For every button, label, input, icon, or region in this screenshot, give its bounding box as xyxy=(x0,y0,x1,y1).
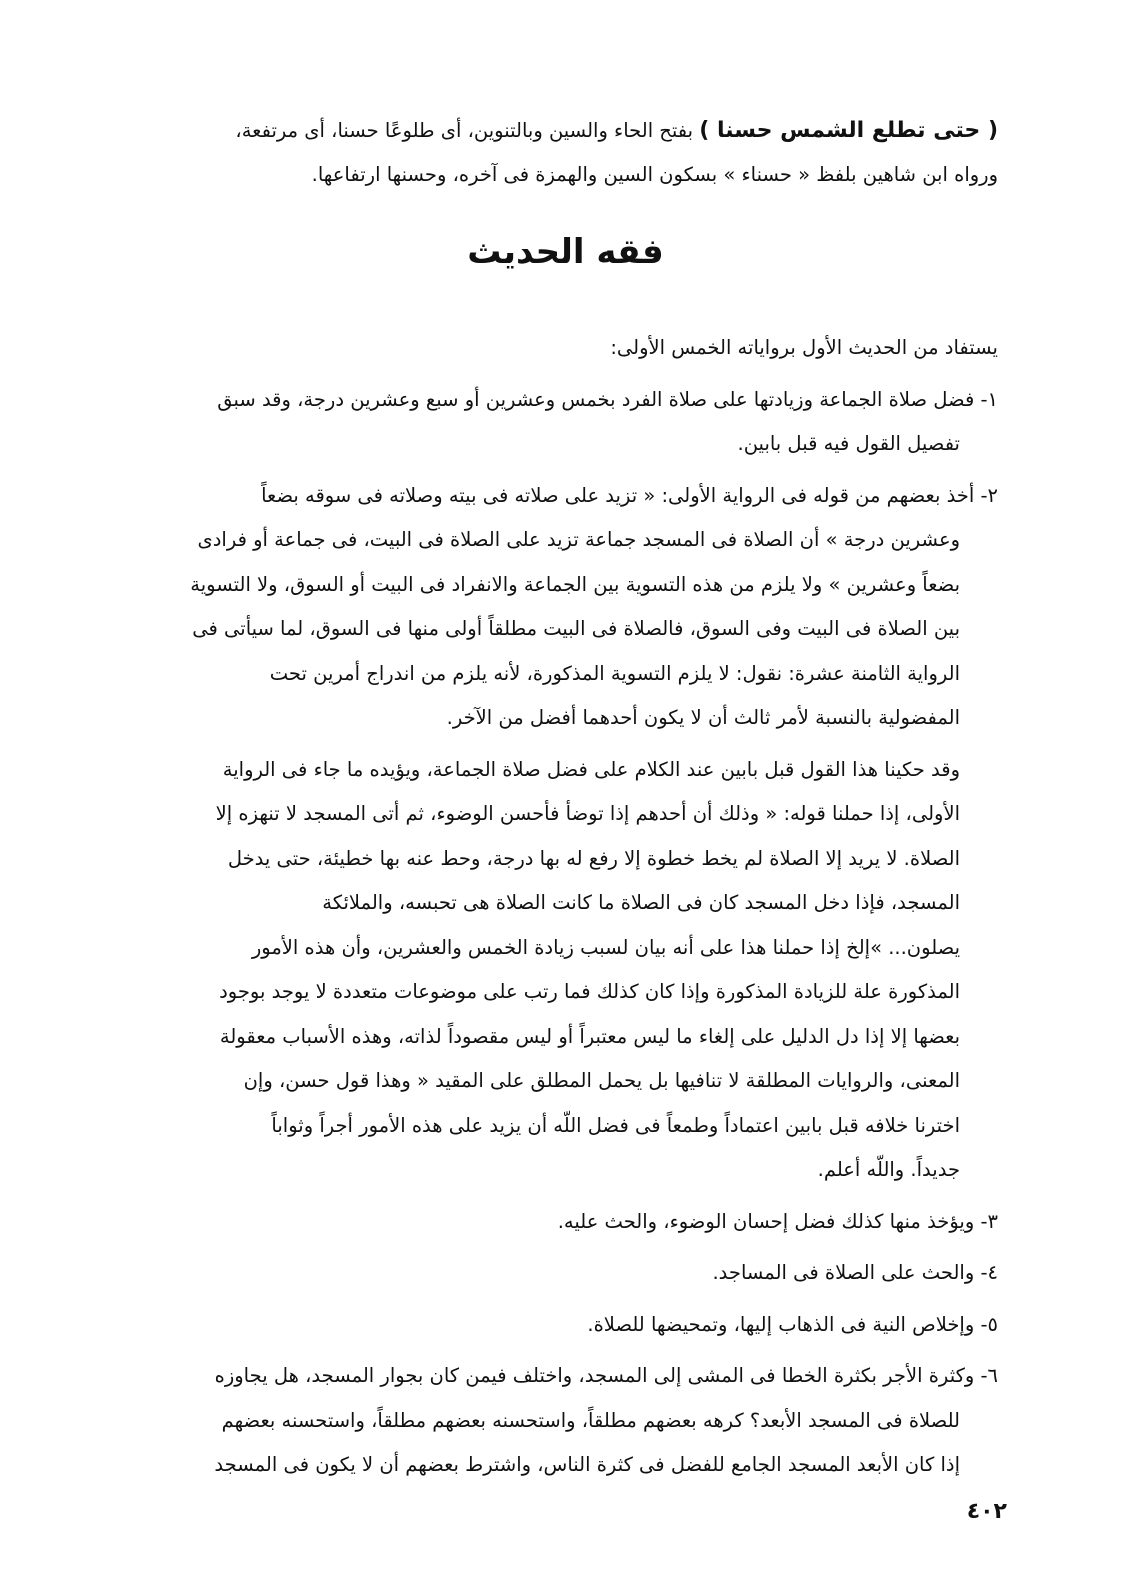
para-line-c: الصلاة. لا يريد إلا الصلاة لم يخط خطوة إلا رفع له بها درجة، وحط عنه بها خطيئة، حتى يدخل xyxy=(227,846,960,870)
item2-line-a: ٢- أخذ بعضهم من قوله فى الرواية الأولى: « تزيد على صلاته فى بيته وصلاته فى سوقه بضعاً xyxy=(261,483,998,507)
item2-line-b: وعشرين درجة » أن الصلاة فى المسجد جماعة تزيد على الصلاة فى البيت، فى جماعة أو فرادى xyxy=(197,528,960,551)
commentary-paragraph xyxy=(118,748,998,1193)
item6-line-a: ٦- وكثرة الأجر بكثرة الخطا فى المشى إلى المسجد، واختلف فيمن كان بجوار المسجد، هل يجاوزه xyxy=(214,1364,998,1387)
section-heading: فقه الحديث xyxy=(467,232,664,272)
para-line-g: بعضها إلا إذا دل الدليل على إلغاء ما ليس معتبراً أو ليس مقصوداً لذاته، وهذه الأسباب معقولة xyxy=(219,1024,960,1048)
item2-line-f: المفضولية بالنسبة لأمر ثالث أن لا يكون أحدهما أفضل من الآخر. xyxy=(446,706,960,729)
para-line-a: وقد حكينا هذا القول قبل بابين عند الكلام على فضل صلاة الجماعة، ويؤيده ما جاء فى الرواية xyxy=(222,757,960,781)
list-item-3: ٣- ويؤخذ منها كذلك فضل إحسان الوضوء، والحث عليه. xyxy=(557,1209,998,1233)
para-line-h: المعنى، والروايات المطلقة لا تنافيها بل يحمل المطلق على المقيد « وهذا قول حسن، وإن xyxy=(243,1069,960,1092)
page-number: ٤٠٢ xyxy=(966,1499,1007,1524)
list-item-1 xyxy=(118,378,998,467)
item2-line-d: بين الصلاة فى البيت وفى السوق، فالصلاة فى البيت مطلقاً أولى منها فى السوق، لما سيأتى فى xyxy=(192,617,960,640)
body-text xyxy=(118,326,998,1495)
list-item-6 xyxy=(118,1354,998,1488)
para-line-e: يصلون... »إلخ إذا حملنا هذا على أنه بيان لسبب زيادة الخمس والعشرين، وأن هذه الأمور xyxy=(251,935,960,959)
list-item-5: ٥- وإخلاص النية فى الذهاب إليها، وتمحيضها للصلاة. xyxy=(587,1312,998,1336)
para-line-f: المذكورة علة للزيادة المذكورة وإذا كان كذلك فما رتب على موضوعات متعددة لا يوجد بوجود xyxy=(219,980,960,1003)
para-line-d: المسجد، فإذا دخل المسجد كان فى الصلاة ما كانت الصلاة هى تحبسه، والملائكة xyxy=(322,891,960,914)
intro-line-1 xyxy=(128,109,998,153)
list-item-2 xyxy=(118,474,998,741)
para-line-i: اخترنا خلافه قبل بابين اعتماداً وطمعاً فى فضل اللّه أن يزيد على هذه الأمور أجراً وثواباً xyxy=(271,1113,960,1137)
lead-line: يستفاد من الحديث الأول برواياته الخمس الأولى: xyxy=(610,336,998,359)
intro-line-1-rest: بفتح الحاء والسين وبالتنوين، أى طلوعًا حسنا، أى مرتفعة، xyxy=(235,119,700,142)
para-line-j: جديداً. واللّه أعلم. xyxy=(817,1158,960,1181)
item6-line-c: إذا كان الأبعد المسجد الجامع للفضل فى كثرة الناس، واشترط بعضهم أن لا يكون فى المسجد xyxy=(214,1453,960,1476)
list-item-4: ٤- والحث على الصلاة فى المساجد. xyxy=(712,1261,998,1284)
intro-paragraph xyxy=(128,109,998,197)
item6-line-b: للصلاة فى المسجد الأبعد؟ كرهه بعضهم مطلقاً، واستحسنه بعضهم مطلقاً، واستحسنه بعضهم xyxy=(221,1408,960,1432)
item2-line-c: بضعاً وعشرين » ولا يلزم من هذه التسوية بين الجماعة والانفراد فى البيت أو السوق، ولا التسوية xyxy=(190,572,960,596)
intro-bold-phrase: ( حتى تطلع الشمس حسنا ) xyxy=(699,118,998,143)
item1-line-b: تفصيل القول فيه قبل بابين. xyxy=(737,432,960,455)
para-line-b: الأولى، إذا حملنا قوله: « وذلك أن أحدهم إذا توضأ فأحسن الوضوء، ثم أتى المسجد لا تنهزه إلا xyxy=(215,802,960,825)
intro-line-2: ورواه ابن شاهين بلفظ « حسناء » بسكون السين والهمزة فى آخره، وحسنها ارتفاعها. xyxy=(311,163,998,186)
item1-line-a: ١- فضل صلاة الجماعة وزيادتها على صلاة الفرد بخمس وعشرين أو سبع وعشرين درجة، وقد سبق xyxy=(217,387,998,411)
item2-line-e: الرواية الثامنة عشرة: نقول: لا يلزم التسوية المذكورة، لأنه يلزم من اندراج أمرين تحت xyxy=(269,661,960,685)
